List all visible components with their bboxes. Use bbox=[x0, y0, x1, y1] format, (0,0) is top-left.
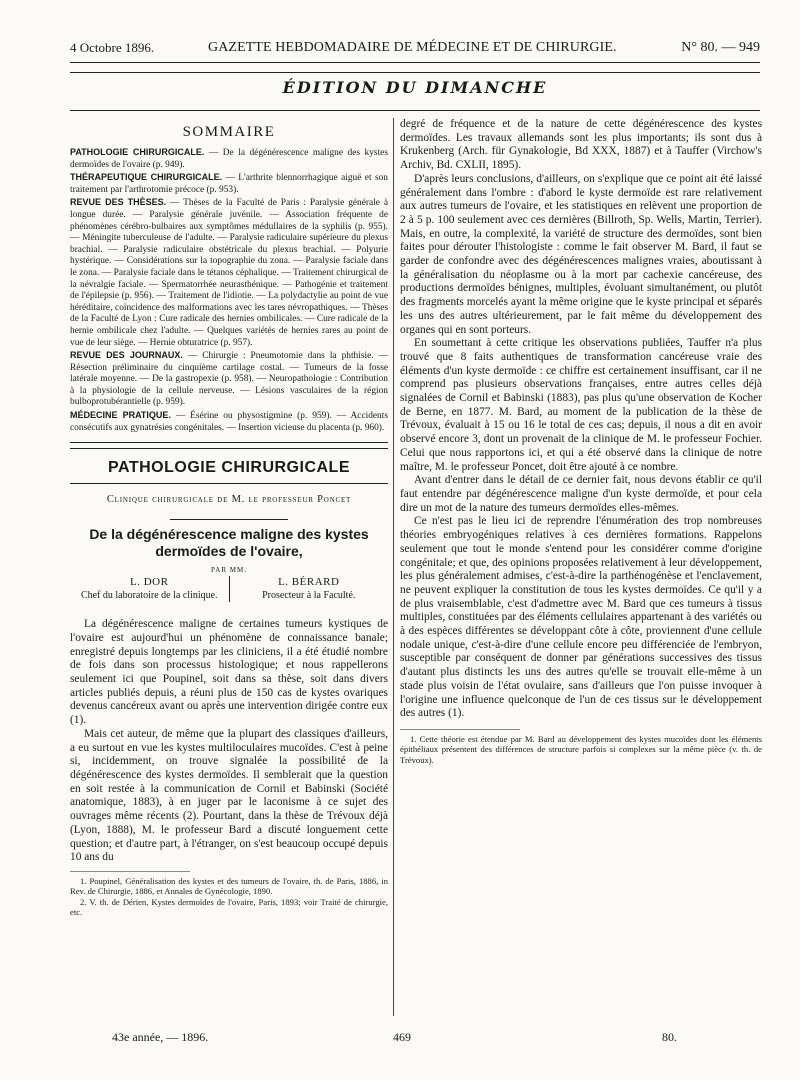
footer-year: 43e année, — 1896. bbox=[112, 1030, 209, 1044]
sommaire-entry bbox=[70, 197, 388, 349]
footer-issue-number: 80. bbox=[662, 1030, 677, 1044]
sommaire-text: — Ésérine ou physostigmine (p. 959). — Accidents consécutifs aux gynatrésies congénitales. — Insertion vicieuse du placenta (p. 960). bbox=[70, 411, 388, 433]
running-header bbox=[70, 38, 760, 58]
sommaire-rubric: REVUE DES JOURNAUX. bbox=[70, 350, 183, 361]
paragraph: En soumettant à cette critique les observations publiées, Tauffer n'a plus trouvé que 8 faits authentiques de transformation cancéreuse vraie des éléments d'un kyste dermoïde : ce chiffre est certainement insuffisant, car il ne comprend pas plusieurs observations françaises, entre autres celles déjà signalées de Cornil et Babinski (1883), pas plus qu'une observation de Kocher de Berne, en 1877. M. Bard, au moment de la publication de la thèse de Trévoux, évaluait à 15 ou 16 le total de ces cas; depuis, il nous a dit en avoir observé encore 3, dont un provenait de la clinique de M. le professeur Fochier. Celui que nous rapportons ici, et qui a été observé dans la clinique de notre maître, M. le professeur Poncet, doit être ajouté à ce nombre. bbox=[400, 337, 762, 473]
section-rule bbox=[70, 483, 388, 484]
author-name: L. DOR bbox=[130, 576, 169, 589]
footer-page-number: 469 bbox=[393, 1030, 411, 1044]
journal-title: GAZETTE HEBDOMADAIRE DE MÉDECINE ET DE CHIRURGIE. bbox=[208, 40, 617, 55]
footnote: 1. Cette théorie est étendue par M. Bard au développement des kystes mucoïdes dont les éléments épithéliaux présentent des différences de structure parfois si complexes sur la même pièce (v. th. de Trévoux). bbox=[400, 733, 762, 765]
paragraph: La dégénérescence maligne de certaines tumeurs kystiques de l'ovaire est aujourd'hui un phénomène de connaissance banale; enregistré depuis longtemps par les cliniciens, il a été étudié nombre de fois dans son processus histologique; et nous rappellerons seulement ici que Poupinel, soit dans sa thèse, soit dans divers articles publiés depuis, a réuni plus de 150 cas de kystes ovariques devenus cancéreux avant ou après une intervention dirigée contre eux (1). bbox=[70, 618, 388, 727]
header-rule bbox=[70, 62, 760, 63]
section-title: PATHOLOGIE CHIRURGICALE bbox=[107, 459, 350, 477]
footnote-rule bbox=[400, 729, 520, 730]
issue-page-number: N° 80. — 949 bbox=[681, 40, 760, 55]
sommaire-text: — L'arthrite blennorrhagique aiguë et son traitement par l'arthrotomie précoce (p. 953). bbox=[70, 173, 388, 195]
footnote: 2. V. th. de Dérien, Kystes dermoïdes de l'ovaire, Paris, 1893; voir Traité de chirurgie, etc. bbox=[70, 896, 388, 918]
article-title: De la dégénérescence maligne des kystes dermoïdes de l'ovaire, bbox=[89, 526, 369, 560]
sommaire-rubric: MÉDECINE PRATIQUE. bbox=[70, 410, 171, 421]
author bbox=[230, 576, 389, 602]
sommaire-title: SOMMAIRE bbox=[182, 124, 276, 140]
footnote: 1. Poupinel, Généralisation des kystes et des tumeurs de l'ovaire, th. de Paris, 1886, in Rev. de Chirurgie, 1886, et Annales de Gynécologie, 1890. bbox=[70, 875, 388, 897]
column-divider bbox=[393, 118, 394, 1016]
sommaire-rubric: REVUE DES THÈSES. bbox=[70, 197, 167, 208]
paragraph: Mais cet auteur, de même que la plupart des classiques d'ailleurs, a eu surtout en vue les kystes multiloculaires mucoïdes. C'est à peine si, incidemment, on trouve signalée la possibilité de la dégénérescence des kystes dermoïdes. Il semblerait que la question en soit restée à la communication de Cornil et Babinski (Société anatomique, 1883), à en juger par le laconisme à ce sujet des ouvrages même récents (2). Pourtant, dans la thèse de Trévoux déjà (Lyon, 1888), M. le professeur Bard a discuté longuement cette question; et d'autre part, à l'étranger, on s'est beaucoup occupé depuis 10 ans du bbox=[70, 727, 388, 864]
author-name: L. BÉRARD bbox=[278, 576, 340, 589]
sommaire-entry bbox=[70, 172, 388, 196]
section-double-rule bbox=[70, 442, 388, 449]
header-date: 4 Octobre 1896. bbox=[70, 40, 155, 55]
sommaire-rubric: THÉRAPEUTIQUE CHIRURGICALE. bbox=[70, 172, 223, 183]
sommaire-text: — De la dégénérescence maligne des kystes dermoïdes de l'ovaire (p. 949). bbox=[70, 148, 388, 170]
sommaire-entry bbox=[70, 410, 388, 434]
clinique-line: Clinique chirurgicale de M. le professeur Poncet bbox=[106, 494, 352, 506]
article-body-right bbox=[400, 118, 762, 721]
paragraph: Ce n'est pas le lieu ici de reprendre l'énumération des trop nombreuses théories embryogéniques relatives à ces dernières formations. Rappelons seulement que tout le monde s'entend pour les considérer comme d'origine congénitale; et que, des opinions proposées relativement à leur développement, les plus généralement admises, c'est-à-dire la parthénogénèse et l'enclavement, ne peuvent expliquer la constitution de tous les kystes dermoïdes. Ce qu'il y a de plus vraisemblable, c'est d'admettre avec M. Bard que ces tumeurs à tissus multiples, constituées par des éléments cellulaires appartenant à des variétés ou à des espèces différentes se développant côte à côte, proviennent d'une cellule nodale unique, c'est-à-dire d'une cellule encore peu différenciée de l'embryon, susceptible par conséquent de donner par générations successives des tissus d'autant plus distincts les uns des autres qu'elle se trouvait elle-même à un stade plus voisin de l'état ovulaire, sans d'ailleurs que l'on puisse invoquer à l'origine une influence quelconque de l'un de ces tissus sur le développement des autres (1). bbox=[400, 515, 762, 720]
article-body-left bbox=[70, 618, 388, 865]
sommaire-entry bbox=[70, 350, 388, 409]
author-role: Chef du laboratoire de la clinique. bbox=[80, 590, 218, 602]
author bbox=[70, 576, 229, 602]
sommaire-list bbox=[70, 147, 388, 434]
footnote-rule bbox=[70, 871, 190, 872]
sommaire-rubric: PATHOLOGIE CHIRURGICALE. bbox=[70, 147, 205, 157]
paragraph: Avant d'entrer dans le détail de ce dernier fait, nous devons établir ce qu'il faut entendre par dégénérescence maligne d'un kyste dermoïde, et pour cela dire un mot de la nature des tumeurs dermoïdes elles-mêmes. bbox=[400, 474, 762, 514]
authors-block bbox=[70, 576, 388, 602]
par-mm: PAR MM. bbox=[211, 566, 247, 575]
clinique-rule bbox=[170, 519, 288, 520]
left-column bbox=[70, 118, 388, 918]
footnotes-left bbox=[70, 876, 388, 918]
sommaire-entry bbox=[70, 147, 388, 171]
paragraph: D'après leurs conclusions, d'ailleurs, on s'explique que ce point ait été laissé généralement dans l'ombre : d'abord le kyste dermoïde est rare relativement aux autres tumeurs de l'ovaire, et les statistiques en relèvent une proportion de 2 à 5 p. 100 seulement avec ces dernières (Billroth, Sp. Wells, Martin, Terrier). Mais, en outre, la complexité, la variété de structure des dermoïdes, sont bien faites pour dérouter l'histologiste : comme le fait observer M. Bard, il faut se garder de confondre avec des dégénérescences malignes vraies, aboutissant à la généralisation du néoplasme ou à la mort par cachexie cancéreuse, des productions dermoïdes bénignes, multiples, évoluant simultanément, ou plutôt des fragments morcelés ayant la même origine que le kyste principal et séparés les uns des autres ultérieurement, par le fait même du développement des organes qui en sont porteurs. bbox=[400, 172, 762, 336]
edition-rule-bottom bbox=[70, 110, 760, 111]
sommaire-text: — Chirurgie : Pneumotomie dans la phthisie. — Résection préliminaire du cinquième cartilage costal. — Tumeurs de la fosse latérale moyenne. — De la gastropexie (p. 958). — Neuropathologie : Contribution à la physiologie de la cellule nerveuse. — Lésions vasculaires de la région bulboprotubérantielle (p. 959). bbox=[70, 351, 388, 408]
edition-rule-top bbox=[70, 72, 760, 73]
sommaire-text: — Thèses de la Faculté de Paris : Paralysie générale à longue durée. — Paralysie générale juvénile. — Association fréquente de phénomènes cérébro-bulbaires aux symptômes médullaires de la syphilis (p. 955). — Méningite tuberculeuse de l'adulte. — Paralysie radiculaire supérieure du plexus brachial. — Paralysie radiculaire obstétricale du plexus brachial. — Polyurie hystérique. — Considérations sur la topographie du zona. — Paralysie faciale dans le zona. — Paralysie faciale dans le tétanos céphalique. — Traitement chirurgical de la névralgie faciale. — Spermatorrhée neurasthénique. — Pathogénie et traitement de l'épilepsie (p. 956). — Traitement de l'idiotie. — La polydactylie au point de vue héréditaire, coïncidence des malformations avec les tares névropathiques. — Thèses de la Faculté de Lyon : Cure radicale des hernies ombilicales. — Cure radicale de la hernie ombilicale chez l'adulte. — Quelques variétés de hernies rares au point de vue de leur siège. — Hernie obturatrice (p. 957). bbox=[70, 198, 389, 348]
right-column bbox=[400, 118, 762, 765]
author-role: Prosecteur à la Faculté. bbox=[262, 590, 356, 602]
paragraph: degré de fréquence et de la nature de cette dégénérescence des kystes dermoïdes. Les travaux allemands sont les plus importants; ils sont dus à Krukenberg (Arch. für Gynakologie, Bd XXX, 1887) et à Tauffer (Virchow's Archiv, Bd. CXLII, 1895). bbox=[400, 118, 762, 172]
edition-title: ÉDITION DU DIMANCHE bbox=[282, 78, 548, 97]
